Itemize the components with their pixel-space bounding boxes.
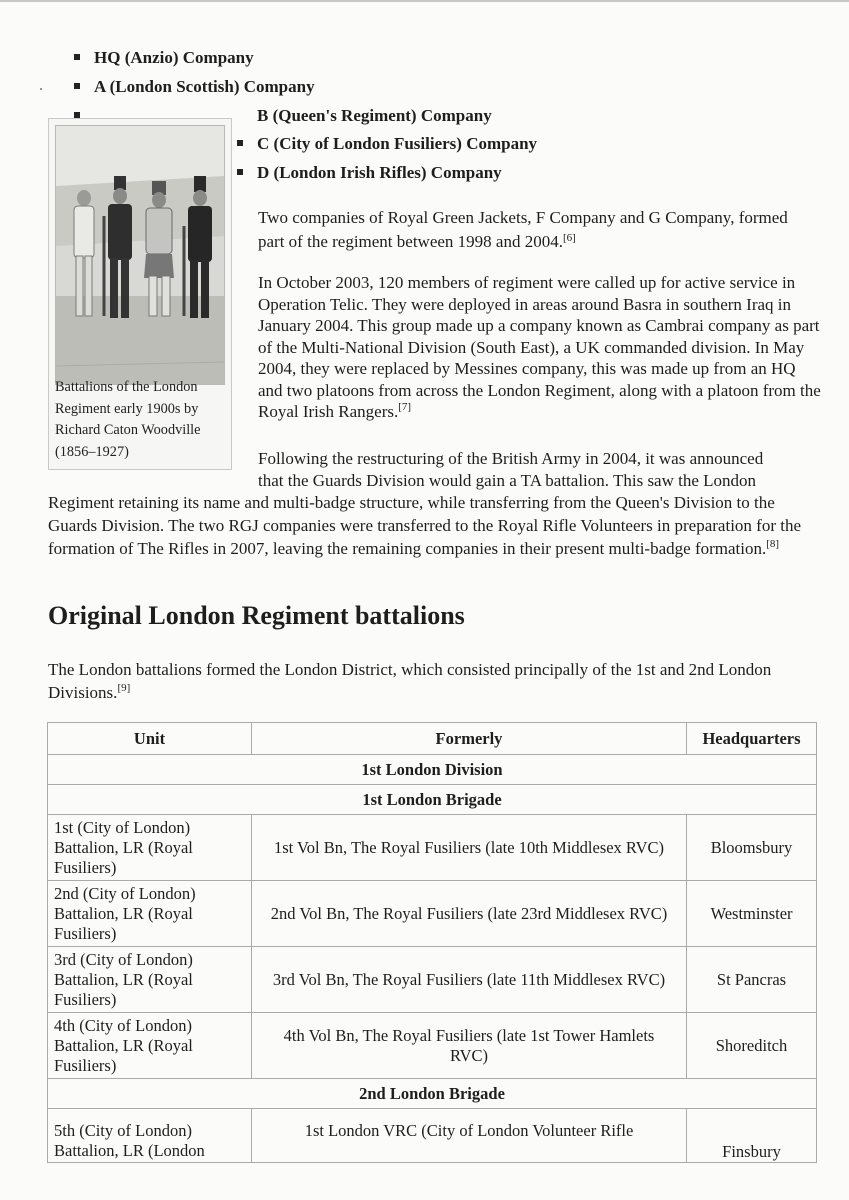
table-header-row	[48, 723, 817, 755]
column-header-formerly: Formerly	[252, 723, 687, 755]
paragraph-district: The London battalions formed the London District, which consisted principally of the 1st and 2nd London Divisions.[9]	[48, 660, 772, 702]
paragraph-rgj: Two companies of Royal Green Jackets, F Company and G Company, formed part of the regiment between 1998 and 2004.[6]	[258, 208, 788, 251]
table-row	[48, 815, 817, 881]
illustration-image	[55, 125, 225, 385]
paragraph-telic: In October 2003, 120 members of regiment were called up for active service in Operation Telic. They were deployed in areas around Basra in southern Iraq in January 2004. This group made up a company known as Cambrai company as part of the Multi-National Division (South East), a UK commanded division. In May 2004, they were replaced by Messines company, this was made up from an HQ and two platoons from across the London Regiment, along with a platoon from the Royal Irish Rangers.[7]	[258, 273, 821, 421]
citation-link[interactable]: [9]	[117, 682, 131, 694]
bullet-icon	[74, 83, 80, 89]
scan-speck	[40, 88, 42, 90]
bullet-icon	[237, 169, 243, 175]
list-item: HQ (Anzio) Company	[74, 48, 254, 68]
table-row	[48, 1013, 817, 1079]
section-heading: Original London Regiment battalions	[48, 601, 465, 630]
list-item: C (City of London Fusiliers) Company	[237, 134, 537, 154]
brigade-label: 1st London Brigade	[48, 785, 817, 815]
headquarters-cell: Finsbury	[687, 1109, 817, 1163]
list-item: B (Queen's Regiment) Company	[74, 106, 492, 126]
list-item: A (London Scottish) Company	[74, 77, 315, 97]
scan-edge-line	[0, 0, 849, 2]
column-header-unit: Unit	[48, 723, 252, 755]
formerly-cell: 4th Vol Bn, The Royal Fusiliers (late 1st Tower Hamlets RVC)	[252, 1013, 687, 1079]
brigade-label: 2nd London Brigade	[48, 1079, 817, 1109]
bullet-icon	[74, 54, 80, 60]
division-label: 1st London Division	[48, 755, 817, 785]
list-item: D (London Irish Rifles) Company	[237, 163, 502, 183]
headquarters-cell: St Pancras	[687, 947, 817, 1013]
headquarters-cell: Shoreditch	[687, 1013, 817, 1079]
formerly-cell: 1st Vol Bn, The Royal Fusiliers (late 10th Middlesex RVC)	[252, 815, 687, 881]
unit-cell: 2nd (City of London) Battalion, LR (Royal Fusiliers)	[48, 881, 252, 947]
table-row	[48, 947, 817, 1013]
headquarters-cell: Bloomsbury	[687, 815, 817, 881]
paragraph-restructuring: Following the restructuring of the British Army in 2004, it was announced that the Guards Division would gain a TA battalion. This saw the London	[258, 449, 764, 490]
headquarters-cell: Westminster	[687, 881, 817, 947]
citation-link[interactable]: [6]	[562, 232, 576, 244]
soldiers-illustration	[56, 126, 224, 384]
citation-link[interactable]: [8]	[766, 538, 780, 550]
battalions-table	[47, 722, 817, 1163]
unit-cell: 4th (City of London) Battalion, LR (Royal Fusiliers)	[48, 1013, 252, 1079]
formerly-cell: 2nd Vol Bn, The Royal Fusiliers (late 23rd Middlesex RVC)	[252, 881, 687, 947]
brigade-row	[48, 785, 817, 815]
citation-link[interactable]: [7]	[398, 401, 412, 413]
figure-caption: Battalions of the London Regiment early 1900s by Richard Caton Woodville (1856–1927)	[55, 379, 201, 460]
division-row	[48, 755, 817, 785]
bullet-icon	[237, 140, 243, 146]
paragraph-restructuring-cont: Regiment retaining its name and multi-badge structure, while transferring from the Queen's Division to the Guards Division. The two RGJ companies were transferred to the Royal Rifle Volunteers in preparation for the formation of The Rifles in 2007, leaving the remaining companies in their present multi-badge formation.[8]	[48, 493, 802, 558]
column-header-headquarters: Headquarters	[687, 723, 817, 755]
formerly-cell: 1st London VRC (City of London Volunteer Rifle	[252, 1109, 687, 1163]
table-row	[48, 1109, 817, 1163]
table-row	[48, 881, 817, 947]
unit-cell: 5th (City of London) Battalion, LR (London	[48, 1109, 252, 1163]
unit-cell: 1st (City of London) Battalion, LR (Royal Fusiliers)	[48, 815, 252, 881]
unit-cell: 3rd (City of London) Battalion, LR (Royal Fusiliers)	[48, 947, 252, 1013]
brigade-row	[48, 1079, 817, 1109]
formerly-cell: 3rd Vol Bn, The Royal Fusiliers (late 11th Middlesex RVC)	[252, 947, 687, 1013]
figure-box	[48, 118, 232, 470]
